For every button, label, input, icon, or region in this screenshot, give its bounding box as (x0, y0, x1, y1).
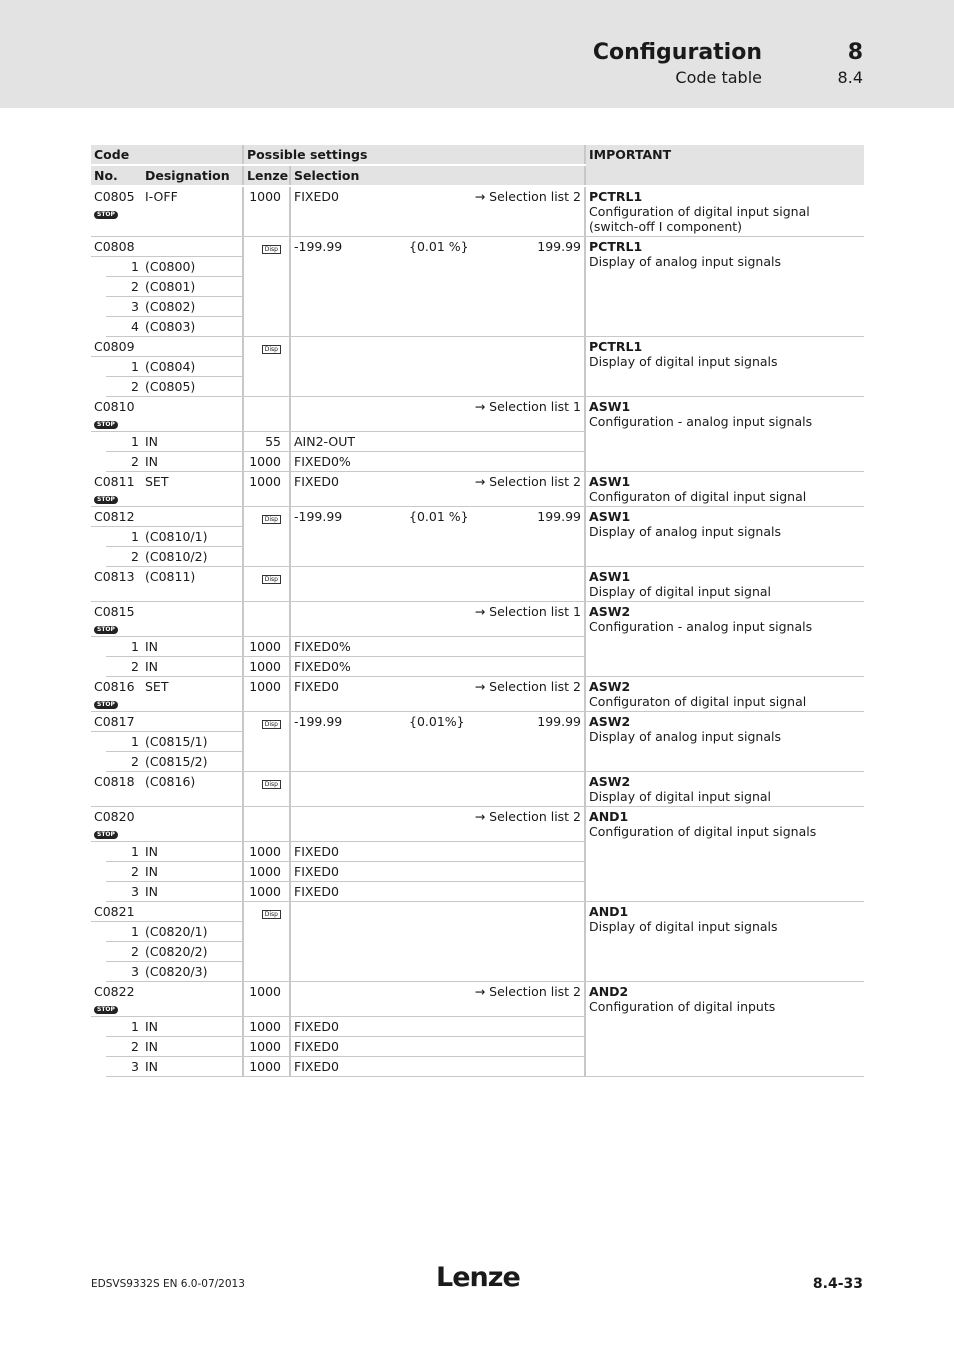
indent-cell (91, 277, 106, 297)
table-row (91, 902, 864, 922)
subcode-number: 1 (106, 527, 142, 547)
code-number: C0821 (94, 904, 135, 919)
lenze-cell (243, 772, 290, 807)
table-body (91, 186, 864, 1077)
subcode-number: 3 (106, 962, 142, 982)
display-icon: Disp (262, 345, 281, 354)
display-icon: Disp (262, 245, 281, 254)
selection-cell (290, 337, 585, 397)
function-description: Display of analog input signals (589, 524, 781, 539)
lenze-cell (243, 337, 290, 397)
selection-default: FIXED0 (294, 679, 339, 694)
value-range (294, 714, 581, 729)
selection-cell (290, 982, 585, 1017)
designation-cell: IN (142, 1037, 243, 1057)
selection-cell (290, 602, 585, 637)
code-number: C0818 (94, 774, 135, 789)
code-number: C0815 (94, 604, 135, 619)
function-block-name: ASW2 (589, 604, 631, 619)
subcode-number: 2 (106, 277, 142, 297)
code-number: C0810 (94, 399, 135, 414)
subcode-number: 2 (106, 1037, 142, 1057)
header-selection: Selection (290, 165, 585, 186)
lenze-cell (243, 902, 290, 982)
section-number: 8.4 (837, 68, 863, 87)
chapter-title: Configuration (592, 40, 762, 65)
table-row (91, 237, 864, 257)
function-block-name: ASW1 (589, 399, 631, 414)
function-description: Configuration of digital input signal (switch-off I component) (589, 204, 810, 234)
indent-cell (91, 842, 106, 862)
selection-cell: FIXED0 (290, 882, 585, 902)
code-cell (91, 712, 142, 732)
lenze-cell: 1000 (243, 657, 290, 677)
subcode-number: 1 (106, 637, 142, 657)
important-cell (585, 186, 864, 237)
function-description: Display of analog input signals (589, 254, 781, 269)
code-number: C0816 (94, 679, 135, 694)
lenze-cell: 1000 (243, 882, 290, 902)
designation-cell: (C0820/3) (142, 962, 243, 982)
table-row (91, 472, 864, 507)
important-cell (585, 807, 864, 902)
selection-line (294, 809, 581, 824)
code-number: C0813 (94, 569, 135, 584)
code-cell (91, 807, 142, 842)
header-possible-settings: Possible settings (243, 145, 585, 165)
function-block-name: ASW2 (589, 679, 631, 694)
designation-cell (142, 712, 243, 732)
selection-cell: FIXED0 (290, 1037, 585, 1057)
designation-cell: IN (142, 452, 243, 472)
function-block-name: PCTRL1 (589, 339, 643, 354)
indent-cell (91, 1037, 106, 1057)
designation-cell: IN (142, 657, 243, 677)
important-cell (585, 677, 864, 712)
designation-cell: (C0815/1) (142, 732, 243, 752)
code-cell (91, 507, 142, 527)
selection-cell (290, 186, 585, 237)
subcode-number: 1 (106, 922, 142, 942)
code-cell (91, 472, 142, 507)
selection-cell: FIXED0 (290, 1057, 585, 1077)
lenze-cell (243, 602, 290, 637)
selection-list-ref: → Selection list 2 (474, 474, 582, 489)
selection-line (294, 189, 581, 204)
designation-cell: IN (142, 1017, 243, 1037)
important-cell (585, 772, 864, 807)
value-range (294, 509, 581, 524)
code-number: C0805 (94, 189, 135, 204)
display-icon: Disp (262, 720, 281, 729)
function-block-name: AND2 (589, 984, 629, 999)
designation-cell: (C0802) (142, 297, 243, 317)
display-icon: Disp (262, 780, 281, 789)
subcode-number: 1 (106, 357, 142, 377)
range-min: -199.99 (294, 239, 343, 254)
indent-cell (91, 882, 106, 902)
header-designation: Designation (142, 165, 243, 186)
important-cell (585, 237, 864, 337)
important-cell (585, 712, 864, 772)
header-no: No. (91, 165, 142, 186)
function-description: Configuration - analog input signals (589, 414, 813, 429)
designation-cell: (C0800) (142, 257, 243, 277)
function-block-name: ASW2 (589, 714, 631, 729)
selection-cell (290, 807, 585, 842)
selection-line (294, 474, 581, 489)
code-number: C0811 (94, 474, 135, 489)
selection-cell (290, 237, 585, 337)
designation-cell (142, 807, 243, 842)
subcode-number: 2 (106, 942, 142, 962)
designation-cell: (C0801) (142, 277, 243, 297)
designation-cell: (C0810/2) (142, 547, 243, 567)
chapter-number: 8 (847, 40, 863, 65)
important-cell (585, 567, 864, 602)
selection-cell: FIXED0 (290, 842, 585, 862)
range-max: 199.99 (537, 239, 582, 254)
designation-cell: SET (142, 677, 243, 712)
table-row (91, 807, 864, 842)
code-cell (91, 237, 142, 257)
function-block-name: ASW2 (589, 774, 631, 789)
range-max: 199.99 (537, 509, 582, 524)
lenze-cell (243, 712, 290, 772)
subcode-number: 2 (106, 547, 142, 567)
section-title: Code table (675, 68, 762, 87)
selection-list-ref: → Selection list 1 (474, 604, 582, 619)
indent-cell (91, 732, 106, 752)
stop-icon: STOP (94, 421, 118, 429)
value-range (294, 239, 581, 254)
lenze-cell (243, 807, 290, 842)
lenze-cell: 1000 (243, 637, 290, 657)
indent-cell (91, 257, 106, 277)
selection-cell: FIXED0% (290, 657, 585, 677)
indent-cell (91, 357, 106, 377)
table-row (91, 397, 864, 432)
lenze-cell: 1000 (243, 452, 290, 472)
designation-cell: (C0820/2) (142, 942, 243, 962)
header-code: Code (91, 145, 243, 165)
lenze-cell (243, 397, 290, 432)
designation-cell: I-OFF (142, 186, 243, 237)
stop-icon: STOP (94, 701, 118, 709)
designation-cell: SET (142, 472, 243, 507)
function-description: Display of digital input signals (589, 354, 778, 369)
lenze-cell: 1000 (243, 842, 290, 862)
display-icon: Disp (262, 575, 281, 584)
important-cell (585, 507, 864, 567)
table-row (91, 982, 864, 1017)
designation-cell (142, 902, 243, 922)
lenze-cell: 1000 (243, 862, 290, 882)
selection-cell: AIN2-OUT (290, 432, 585, 452)
function-block-name: PCTRL1 (589, 189, 643, 204)
lenze-cell: 1000 (243, 472, 290, 507)
subcode-number: 1 (106, 842, 142, 862)
code-table (91, 145, 864, 1077)
range-min: -199.99 (294, 714, 343, 729)
code-number: C0812 (94, 509, 135, 524)
header-lenze: Lenze (243, 165, 290, 186)
indent-cell (91, 527, 106, 547)
designation-cell: (C0820/1) (142, 922, 243, 942)
subcode-number: 4 (106, 317, 142, 337)
code-cell (91, 677, 142, 712)
designation-cell: IN (142, 862, 243, 882)
selection-cell (290, 772, 585, 807)
subcode-number: 2 (106, 452, 142, 472)
lenze-cell: 1000 (243, 1017, 290, 1037)
document-id: EDSVS9332S EN 6.0-07/2013 (91, 1278, 245, 1290)
lenze-cell: 1000 (243, 982, 290, 1017)
function-block-name: ASW1 (589, 569, 631, 584)
function-description: Display of digital input signal (589, 789, 772, 804)
selection-line (294, 679, 581, 694)
lenze-cell (243, 507, 290, 567)
selection-line (294, 984, 581, 999)
designation-cell: (C0804) (142, 357, 243, 377)
indent-cell (91, 657, 106, 677)
subcode-number: 1 (106, 432, 142, 452)
table-header-row-1 (91, 145, 864, 165)
table-row (91, 507, 864, 527)
function-block-name: ASW1 (589, 474, 631, 489)
table-row (91, 337, 864, 357)
designation-cell (142, 982, 243, 1017)
lenze-cell (243, 237, 290, 337)
indent-cell (91, 452, 106, 472)
code-number: C0809 (94, 339, 135, 354)
indent-cell (91, 432, 106, 452)
function-block-name: PCTRL1 (589, 239, 643, 254)
function-description: Display of digital input signals (589, 919, 778, 934)
subcode-number: 3 (106, 297, 142, 317)
stop-icon: STOP (94, 626, 118, 634)
designation-cell (142, 602, 243, 637)
designation-cell (142, 337, 243, 357)
indent-cell (91, 862, 106, 882)
selection-cell (290, 567, 585, 602)
indent-cell (91, 637, 106, 657)
function-description: Configuration of digital inputs (589, 999, 776, 1014)
function-description: Display of digital input signal (589, 584, 772, 599)
code-cell (91, 982, 142, 1017)
function-block-name: ASW1 (589, 509, 631, 524)
selection-default: FIXED0 (294, 474, 339, 489)
designation-cell: IN (142, 842, 243, 862)
selection-line (294, 604, 581, 619)
important-cell (585, 397, 864, 472)
selection-list-ref: → Selection list 2 (474, 984, 582, 999)
table-row (91, 567, 864, 602)
selection-cell (290, 397, 585, 432)
designation-cell: IN (142, 1057, 243, 1077)
important-cell (585, 982, 864, 1077)
code-number: C0820 (94, 809, 135, 824)
table-row (91, 602, 864, 637)
lenze-cell: 1000 (243, 186, 290, 237)
range-step: {0.01 %} (409, 509, 469, 524)
selection-list-ref: → Selection list 2 (474, 189, 582, 204)
important-cell (585, 337, 864, 397)
lenze-cell (243, 567, 290, 602)
indent-cell (91, 1057, 106, 1077)
table-row (91, 772, 864, 807)
subcode-number: 1 (106, 732, 142, 752)
important-cell (585, 472, 864, 507)
lenze-cell: 55 (243, 432, 290, 452)
stop-icon: STOP (94, 831, 118, 839)
display-icon: Disp (262, 515, 281, 524)
table-row (91, 712, 864, 732)
indent-cell (91, 317, 106, 337)
indent-cell (91, 752, 106, 772)
subcode-number: 2 (106, 752, 142, 772)
important-cell (585, 602, 864, 677)
table-row (91, 677, 864, 712)
function-description: Configuration - analog input signals (589, 619, 813, 634)
selection-line (294, 399, 581, 414)
designation-cell: (C0805) (142, 377, 243, 397)
lenze-cell: 1000 (243, 1057, 290, 1077)
designation-cell: IN (142, 882, 243, 902)
code-number: C0822 (94, 984, 135, 999)
designation-cell (142, 507, 243, 527)
indent-cell (91, 922, 106, 942)
designation-cell: IN (142, 637, 243, 657)
code-cell (91, 772, 142, 807)
selection-cell (290, 712, 585, 772)
code-cell (91, 337, 142, 357)
subcode-number: 2 (106, 657, 142, 677)
selection-cell: FIXED0 (290, 862, 585, 882)
function-description: Configuration of digital input signals (589, 824, 817, 839)
selection-list-ref: → Selection list 2 (474, 679, 582, 694)
indent-cell (91, 962, 106, 982)
header-important: IMPORTANT (585, 145, 864, 186)
code-cell (91, 567, 142, 602)
lenze-logo: Lenze (436, 1262, 520, 1293)
subcode-number: 1 (106, 257, 142, 277)
stop-icon: STOP (94, 211, 118, 219)
table-row (91, 186, 864, 237)
selection-cell (290, 902, 585, 982)
selection-cell: FIXED0 (290, 1017, 585, 1037)
code-cell (91, 397, 142, 432)
function-block-name: AND1 (589, 809, 629, 824)
selection-default: FIXED0 (294, 189, 339, 204)
selection-cell (290, 472, 585, 507)
header-band (0, 0, 954, 108)
range-step: {0.01%} (409, 714, 465, 729)
selection-cell: FIXED0% (290, 637, 585, 657)
display-icon: Disp (262, 910, 281, 919)
designation-cell: (C0815/2) (142, 752, 243, 772)
code-cell (91, 186, 142, 237)
selection-cell (290, 677, 585, 712)
lenze-cell: 1000 (243, 1037, 290, 1057)
important-cell (585, 902, 864, 982)
code-number: C0808 (94, 239, 135, 254)
lenze-cell: 1000 (243, 677, 290, 712)
function-block-name: AND1 (589, 904, 629, 919)
selection-cell: FIXED0% (290, 452, 585, 472)
subcode-number: 3 (106, 882, 142, 902)
designation-cell: (C0810/1) (142, 527, 243, 547)
designation-cell: (C0803) (142, 317, 243, 337)
designation-cell (142, 237, 243, 257)
designation-cell: IN (142, 432, 243, 452)
indent-cell (91, 297, 106, 317)
function-description: Display of analog input signals (589, 729, 781, 744)
stop-icon: STOP (94, 496, 118, 504)
range-max: 199.99 (537, 714, 582, 729)
indent-cell (91, 942, 106, 962)
selection-list-ref: → Selection list 2 (474, 809, 582, 824)
designation-cell: (C0811) (142, 567, 243, 602)
function-description: Configuraton of digital input signal (589, 694, 807, 709)
indent-cell (91, 1017, 106, 1037)
subcode-number: 1 (106, 1017, 142, 1037)
designation-cell (142, 397, 243, 432)
selection-cell (290, 507, 585, 567)
range-min: -199.99 (294, 509, 343, 524)
indent-cell (91, 547, 106, 567)
range-step: {0.01 %} (409, 239, 469, 254)
subcode-number: 2 (106, 377, 142, 397)
indent-cell (91, 377, 106, 397)
designation-cell: (C0816) (142, 772, 243, 807)
subcode-number: 2 (106, 862, 142, 882)
code-number: C0817 (94, 714, 135, 729)
selection-list-ref: → Selection list 1 (474, 399, 582, 414)
code-cell (91, 602, 142, 637)
function-description: Configuraton of digital input signal (589, 489, 807, 504)
stop-icon: STOP (94, 1006, 118, 1014)
page-number: 8.4-33 (812, 1276, 863, 1292)
subcode-number: 3 (106, 1057, 142, 1077)
code-cell (91, 902, 142, 922)
